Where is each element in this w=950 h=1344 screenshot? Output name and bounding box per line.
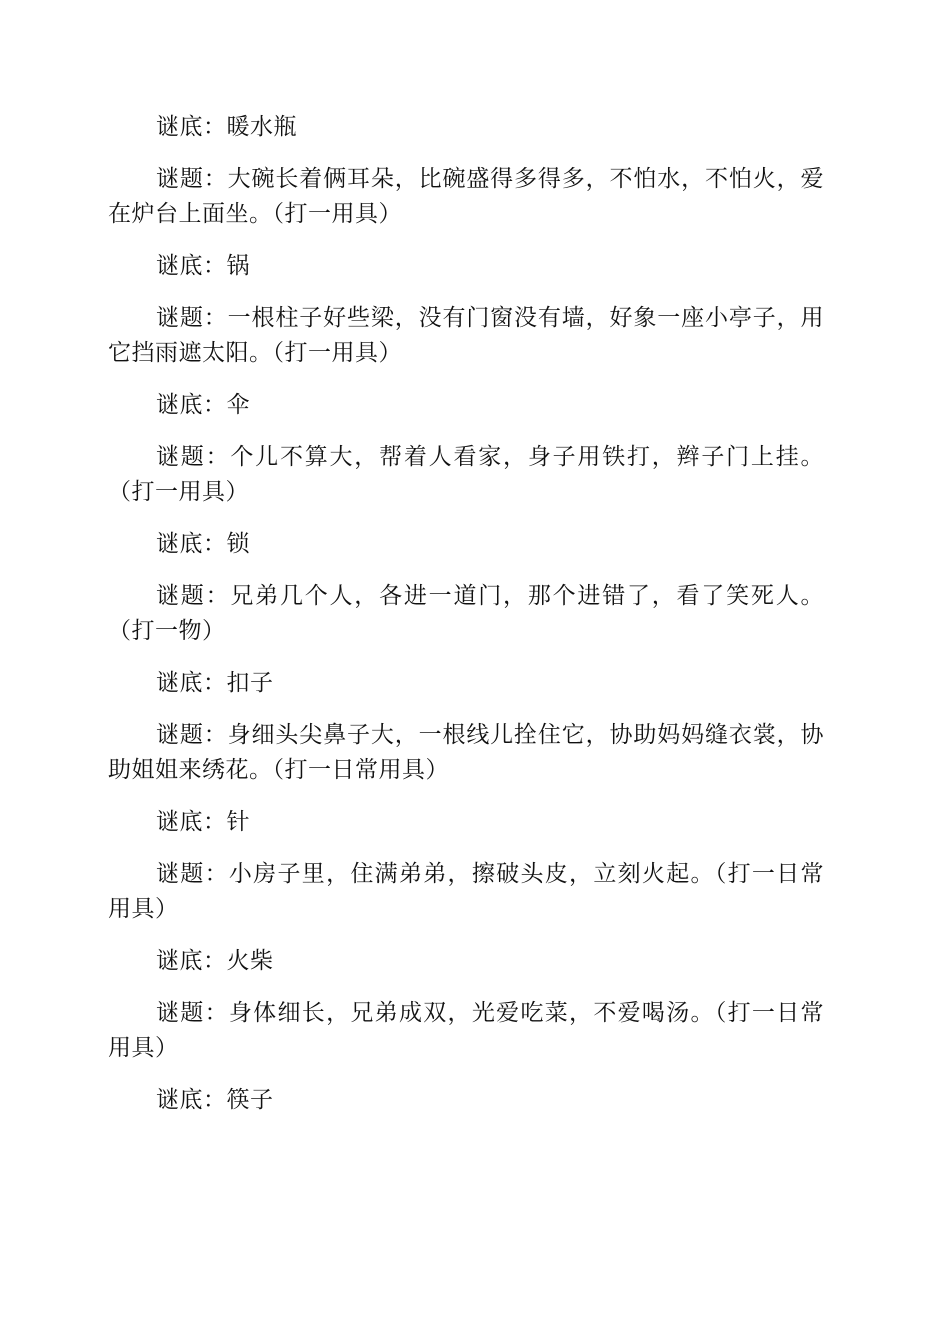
riddle-question-5: 谜题：身细头尖鼻子大，一根线儿拴住它，协助妈妈缝衣裳，协助姐姐来绣花。（打一日常用具） <box>108 722 824 783</box>
riddle-question-4: 谜题：兄弟几个人，各进一道门，那个进错了，看了笑死人。（打一物） <box>108 583 824 644</box>
riddle-question-6: 谜题：小房子里，住满弟弟，擦破头皮，立刻火起。（打一日常用具） <box>108 861 824 922</box>
riddle-answer-8: 谜底：筷子 <box>156 1087 274 1113</box>
riddle-answer-6: 谜底：针 <box>156 809 250 835</box>
riddle-answer-3: 谜底：伞 <box>156 392 250 418</box>
document-body <box>108 110 824 1135</box>
riddle-question-7: 谜题：身体细长，兄弟成双，光爱吃菜，不爱喝汤。（打一日常用具） <box>108 1000 824 1061</box>
riddle-answer-5: 谜底：扣子 <box>156 670 274 696</box>
riddle-question-2: 谜题：一根柱子好些梁，没有门窗没有墙，好象一座小亭子，用它挡雨遮太阳。（打一用具） <box>108 305 824 366</box>
riddle-answer-2: 谜底：锅 <box>156 253 250 279</box>
riddle-question-1: 谜题：大碗长着俩耳朵，比碗盛得多得多，不怕水，不怕火，爱在炉台上面坐。（打一用具） <box>108 166 824 227</box>
riddle-answer-7: 谜底：火柴 <box>156 948 274 974</box>
riddle-question-3: 谜题：个儿不算大，帮着人看家，身子用铁打，辫子门上挂。（打一用具） <box>108 444 824 505</box>
riddle-answer-4: 谜底：锁 <box>156 531 250 557</box>
riddle-answer-1: 谜底：暖水瓶 <box>156 114 297 140</box>
